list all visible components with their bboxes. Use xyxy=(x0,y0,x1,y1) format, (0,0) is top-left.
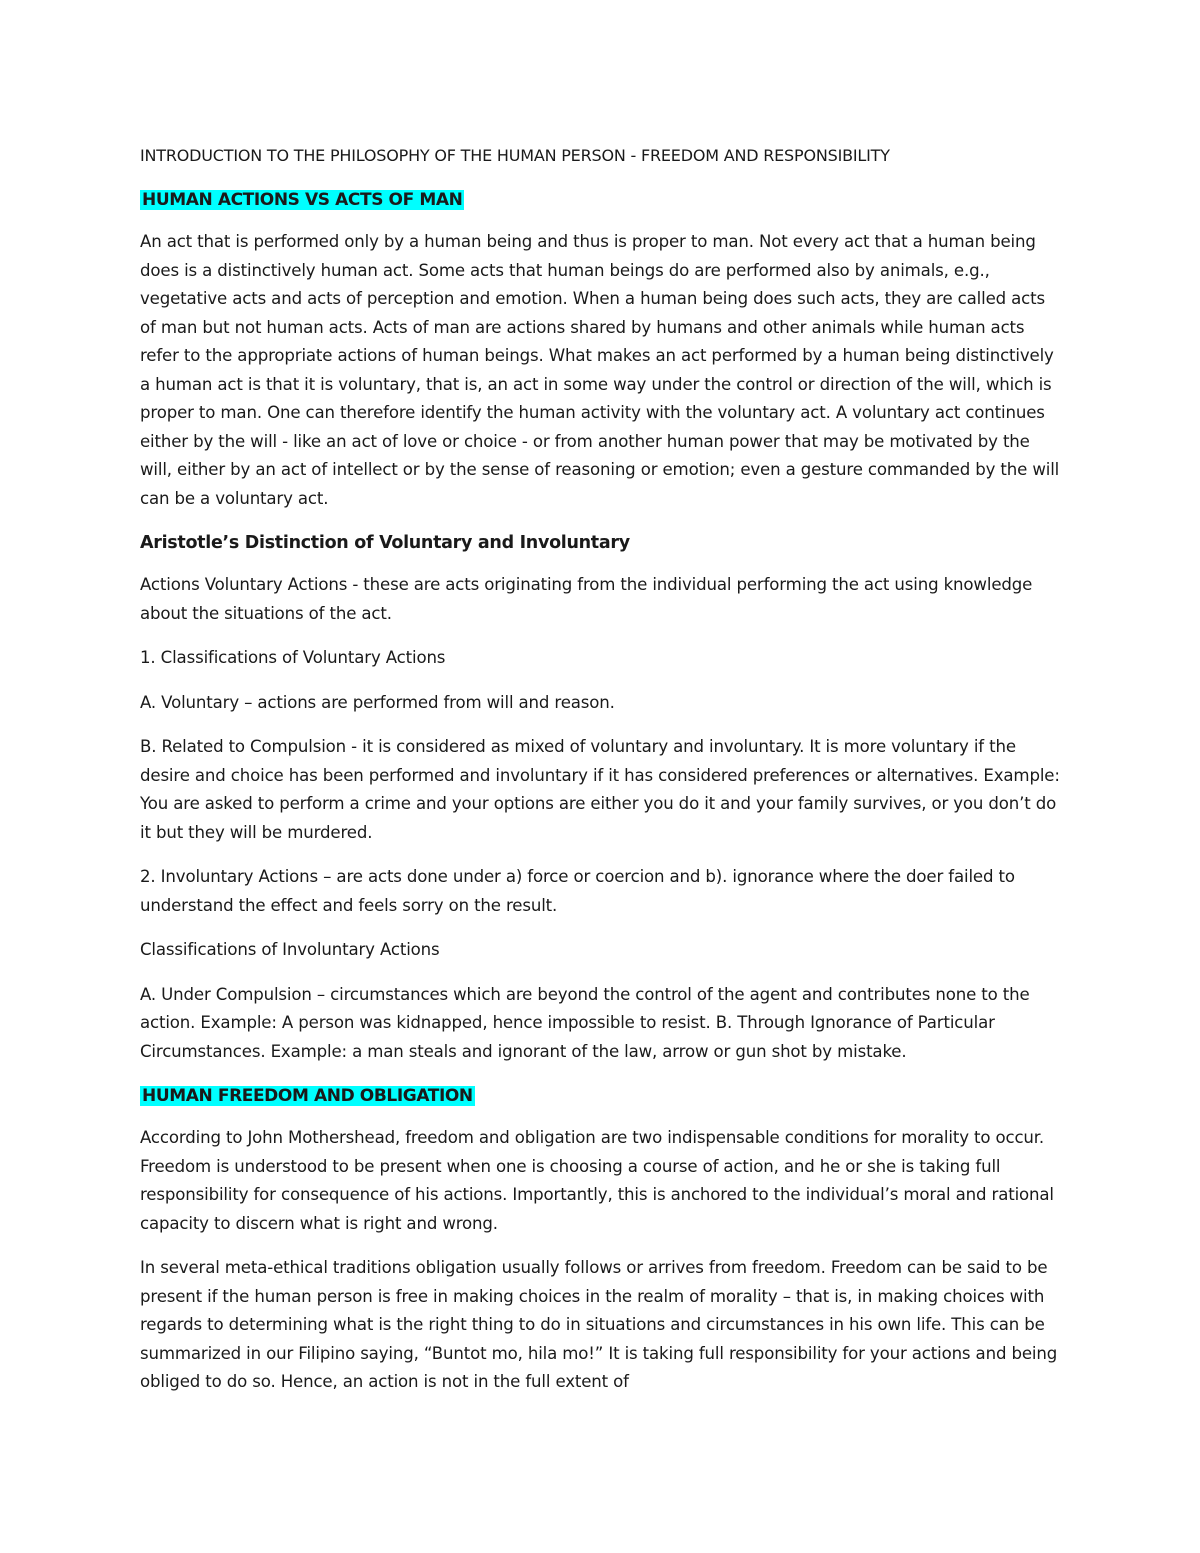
paragraph-mothershead: According to John Mothershead, freedom and obligation are two indispensable conditions for morality to occur. Freedom is understood to be present when one is choosing a course of action, and he or she is taking full responsibility for consequence of his actions. Importantly, this is anchored to the individual’s moral and rational capacity to discern what is right and wrong. xyxy=(140,1128,1054,1233)
paragraph-voluntary-actions: Actions Voluntary Actions - these are acts originating from the individual performing the act using knowledge about the situations of the act. xyxy=(140,575,1033,623)
highlighted-heading-text: HUMAN ACTIONS VS ACTS OF MAN xyxy=(142,190,463,210)
paragraph-human-acts-definition: An act that is performed only by a human being and thus is proper to man. Not every act that a human being does is a distinctively human act. Some acts that human beings do are performed also by animals, e.g., vegetative acts and acts of perception and emotion. When a human being does such acts, they are called acts of man but not human acts. Acts of man are actions shared by humans and other animals while human acts refer to the appropriate actions of human beings. What makes an act performed by a human being distinctively a human act is that it is voluntary, that is, an act in some way under the control or direction of the will, which is proper to man. One can therefore identify the human activity with the voluntary act. A voluntary act continues either by the will - like an act of love or choice - or from another human power that may be motivated by the will, either by an act of intellect or by the sense of reasoning or emotion; even a gesture commanded by the will can be a voluntary act. xyxy=(140,232,1060,508)
paragraph-meta-ethical-traditions: In several meta-ethical traditions obligation usually follows or arrives from freedom. Freedom can be said to be present if the human person is free in making choices in the realm of morality – that is, in making choices with regards to determining what is the right thing to do in situations and circumstances in his own life. This can be summarized in our Filipino saying, “Buntot mo, hila mo!” It is taking full responsibility for your actions and being obliged to do so. Hence, an action is not in the full extent of xyxy=(140,1258,1058,1391)
highlighted-heading-text: HUMAN FREEDOM AND OBLIGATION xyxy=(142,1086,473,1106)
document-title: INTRODUCTION TO THE PHILOSOPHY OF THE HUMAN PERSON - FREEDOM AND RESPONSIBILITY xyxy=(140,146,890,165)
paragraph-classifications-voluntary: 1. Classifications of Voluntary Actions xyxy=(140,648,446,667)
paragraph-voluntary-a: A. Voluntary – actions are performed from will and reason. xyxy=(140,692,615,712)
paragraph-under-compulsion: A. Under Compulsion – circumstances which are beyond the control of the agent and contributes none to the action. Example: A person was kidnapped, hence impossible to resist. B. Through Ignorance of Particular Circumstances. Example: a man steals and ignorant of the law, arrow or gun shot by mistake. xyxy=(140,984,1030,1061)
section-heading-human-actions xyxy=(140,186,1060,214)
subheading-aristotle-distinction: Aristotle’s Distinction of Voluntary and Involuntary xyxy=(140,533,630,553)
paragraph-classifications-involuntary: Classifications of Involuntary Actions xyxy=(140,940,440,959)
paragraph-related-to-compulsion: B. Related to Compulsion - it is considered as mixed of voluntary and involuntary. It is more voluntary if the desire and choice has been performed and involuntary if it has considered preferences or alternatives. Example: You are asked to perform a crime and your options are either you do it and your family survives, or you don’t do it but they will be murdered. xyxy=(140,737,1060,842)
section-heading-freedom-obligation xyxy=(140,1082,1060,1110)
paragraph-involuntary-actions: 2. Involuntary Actions – are acts done under a) force or coercion and b). ignorance where the doer failed to understand the effect and feels sorry on the result. xyxy=(140,867,1015,915)
document-page xyxy=(140,142,1060,1413)
